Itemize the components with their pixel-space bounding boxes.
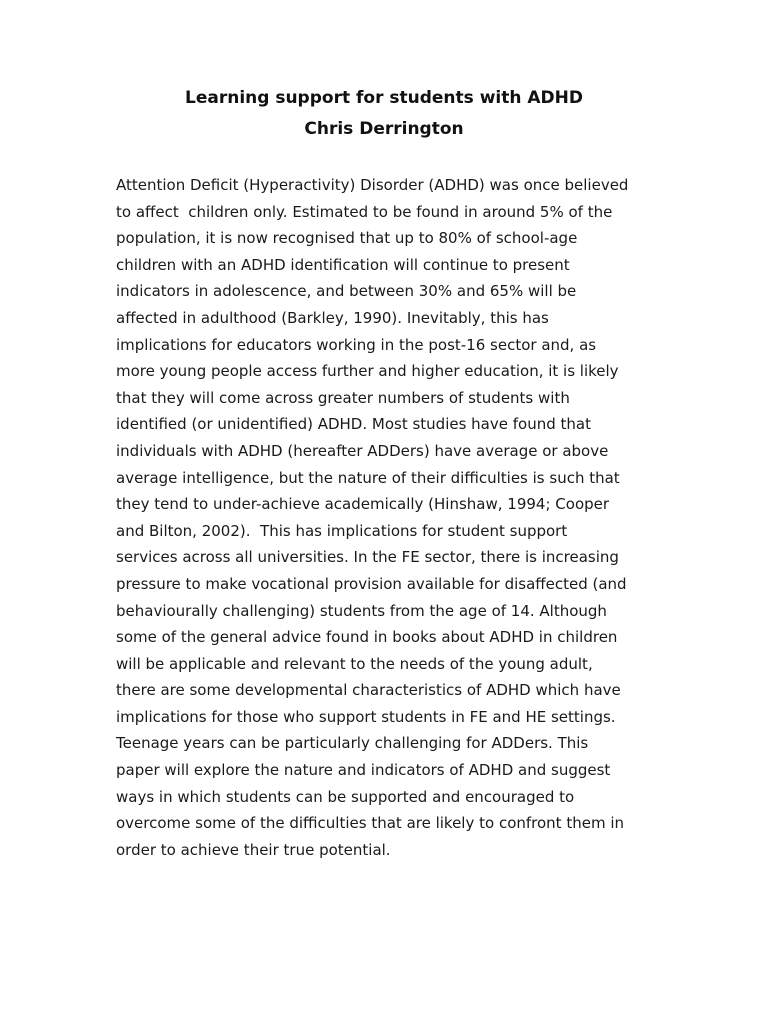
paragraph-line: identified (or unidentified) ADHD. Most studies have found that <box>116 415 591 434</box>
paragraph-line: children with an ADHD identification will continue to present <box>116 255 570 274</box>
paragraph-line: behaviourally challenging) students from the age of 14. Although <box>116 601 607 620</box>
paragraph-line: paper will explore the nature and indicators of ADHD and suggest <box>116 761 611 780</box>
paragraph-line: will be applicable and relevant to the needs of the young adult, <box>116 654 593 673</box>
paragraph-line: implications for those who support students in FE and HE settings. <box>116 707 616 726</box>
paragraph-line: Attention Deficit (Hyperactivity) Disorder (ADHD) was once believed <box>116 176 629 194</box>
paragraph-line: individuals with ADHD (hereafter ADDers) have average or above <box>116 441 609 460</box>
paragraph-line: overcome some of the difficulties that are likely to confront them in <box>116 814 625 833</box>
paragraph-line: there are some developmental characteristics of ADHD which have <box>116 681 621 700</box>
paragraph-line: services across all universities. In the FE sector, there is increasing <box>116 548 619 567</box>
paragraph-line: pressure to make vocational provision available for disaffected (and <box>116 574 627 593</box>
document-title: Learning support for students with ADHD <box>185 88 583 108</box>
paragraph-line: to affect children only. Estimated to be found in around 5% of the <box>116 202 613 221</box>
paragraph-line: ways in which students can be supported and encouraged to <box>116 787 575 806</box>
paragraph-line: population, it is now recognised that up to 80% of school-age <box>116 229 578 248</box>
document-author: Chris Derrington <box>304 119 464 139</box>
paragraph-line: indicators in adolescence, and between 30% and 65% will be <box>116 282 577 301</box>
paragraph-line: that they will come across greater numbers of students with <box>116 388 570 407</box>
paragraph-line: some of the general advice found in books about ADHD in children <box>116 628 618 647</box>
paragraph-line: Teenage years can be particularly challenging for ADDers. This <box>116 734 589 753</box>
abstract-paragraph <box>116 172 656 863</box>
paragraph-line: affected in adulthood (Barkley, 1990). Inevitably, this has <box>116 308 549 327</box>
paragraph-line: implications for educators working in the post-16 sector and, as <box>116 335 597 354</box>
paragraph-line: and Bilton, 2002). This has implications for student support <box>116 521 568 540</box>
paragraph-line: order to achieve their true potential. <box>116 840 391 859</box>
paragraph-line: they tend to under-achieve academically (Hinshaw, 1994; Cooper <box>116 495 610 514</box>
paragraph-line: average intelligence, but the nature of their difficulties is such that <box>116 468 620 487</box>
paragraph-line: more young people access further and higher education, it is likely <box>116 362 619 381</box>
